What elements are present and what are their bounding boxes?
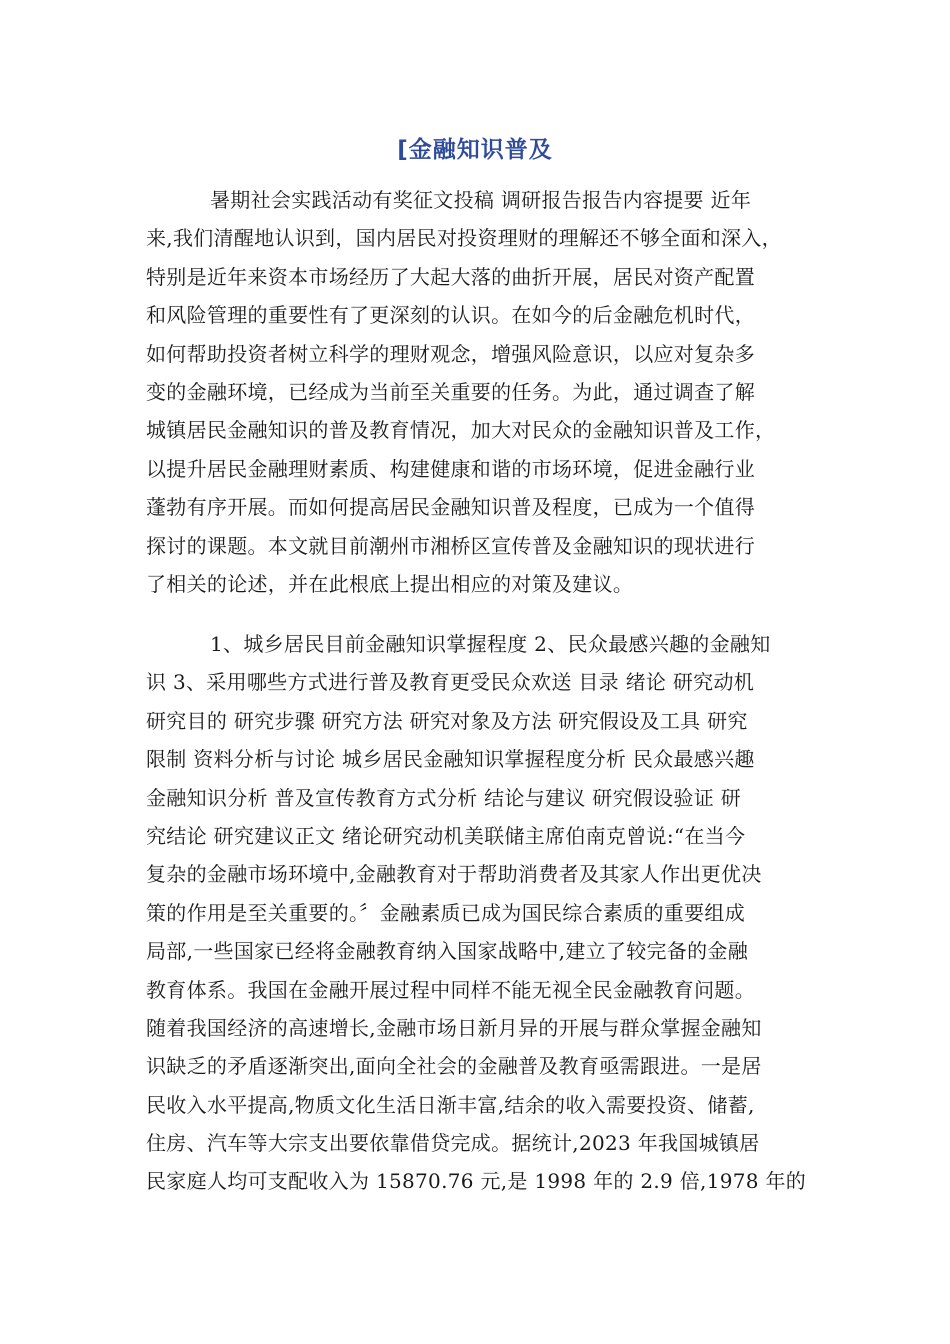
text-line: 暑期社会实践活动有奖征文投稿 调研报告报告内容提要 近年 [210,188,752,212]
text-line: 探讨的课题。本文就目前潮州市湘桥区宣传普及金融知识的现状进行 [146,533,755,558]
text-line: 1、城乡居民目前金融知识掌握程度 2、民众最感兴趣的金融知 [210,632,771,656]
text-line: 教育体系。我国在金融开展过程中同样不能无视全民金融教育问题。 [146,977,755,1002]
text-line: 特别是近年来资本市场经历了大起大落的曲折开展，居民对资产配置 [146,264,755,289]
document-title: [金融知识普及 [397,137,553,163]
text-line: 识缺乏的矛盾逐渐突出,面向全社会的金融普及教育亟需跟进。一是居 [146,1054,762,1079]
text-line: 研究目的 研究步骤 研究方法 研究对象及方法 研究假设及工具 研究 [146,708,748,733]
text-line: 民家庭人均可支配收入为 15870.76 元,是 1998 年的 2.9 倍,1978 年的 [146,1169,806,1194]
text-line: 蓬勃有序开展。而如何提高居民金融知识普及程度，已成为一个值得 [146,495,755,520]
text-line: 来,我们清醒地认识到，国内居民对投资理财的理解还不够全面和深入， [146,226,782,251]
text-line: 民收入水平提高,物质文化生活日渐丰富,结余的收入需要投资、储蓄, [146,1092,755,1117]
text-line: 住房、汽车等大宗支出要依靠借贷完成。据统计,2023 年我国城镇居 [146,1131,760,1156]
text-line: 随着我国经济的高速增长,金融市场日新月异的开展与群众掌握金融知 [146,1015,762,1040]
text-line: 策的作用是至关重要的。〞金融素质已成为国民综合素质的重要组成 [146,900,745,925]
text-line: 复杂的金融市场环境中,金融教育对于帮助消费者及其家人作出更优决 [146,862,762,887]
text-line: 以提升居民金融理财素质、构建健康和谐的市场环境，促进金融行业 [146,456,755,481]
paragraph-body [146,625,806,1201]
text-line: 究结论 研究建议正文 绪论研究动机美联储主席伯南克曾说:“在当今 [146,823,746,848]
text-line: 局部,一些国家已经将金融教育纳入国家战略中,建立了较完备的金融 [146,939,749,964]
paragraph-summary [146,181,806,603]
text-line: 了相关的论述，并在此根底上提出相应的对策及建议。 [146,571,634,596]
text-line: 如何帮助投资者树立科学的理财观念，增强风险意识，以应对复杂多 [146,341,755,366]
text-line: 识 3、采用哪些方式进行普及教育更受民众欢送 目录 绪论 研究动机 [146,670,755,695]
text-line: 城镇居民金融知识的普及教育情况，加大对民众的金融知识普及工作， [146,418,776,443]
text-line: 和风险管理的重要性有了更深刻的认识。在如今的后金融危机时代， [146,303,755,328]
text-line: 金融知识分析 普及宣传教育方式分析 结论与建议 研究假设验证 研 [146,785,742,810]
text-line: 限制 资料分析与讨论 城乡居民金融知识掌握程度分析 民众最感兴趣 [146,747,755,772]
text-line: 变的金融环境，已经成为当前至关重要的任务。为此，通过调查了解 [146,379,755,404]
